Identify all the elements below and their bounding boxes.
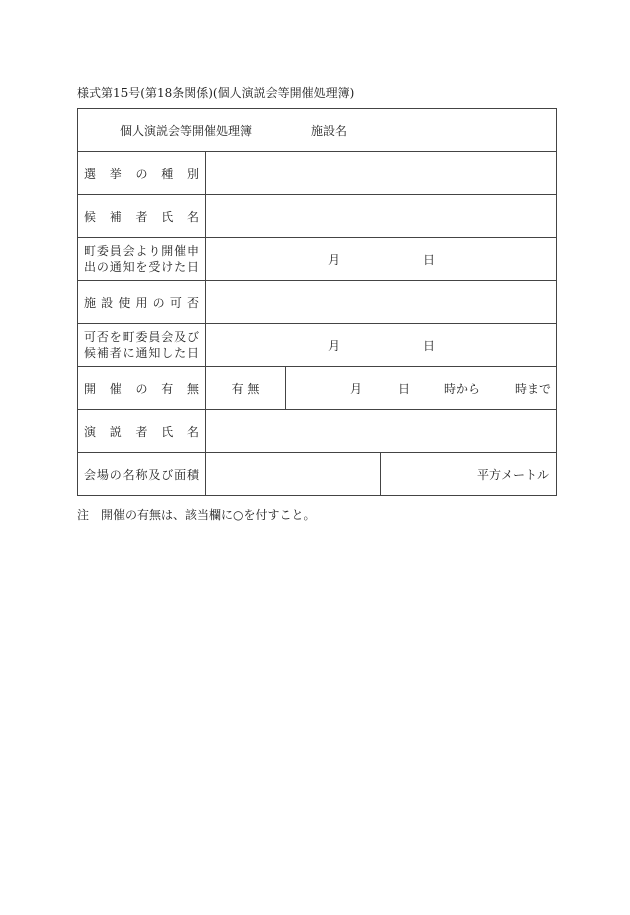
held-month-label: 月 — [350, 382, 363, 396]
area-field[interactable] — [381, 453, 557, 496]
held-label: 開 催 の 有 無 — [84, 381, 199, 396]
notified-date-row — [78, 238, 557, 281]
facility-name-label: 施設名 — [311, 124, 348, 138]
held-day-label: 日 — [398, 382, 411, 396]
header-row — [78, 109, 557, 152]
candidate-name-label: 候 補 者 氏 名 — [84, 209, 199, 224]
candidate-label-cell — [78, 195, 206, 238]
month-label: 月 — [328, 253, 341, 267]
speaker-row — [78, 410, 557, 453]
form-title: 様式第15号(第18条関係)(個人演説会等開催処理簿) — [77, 86, 355, 100]
held-label-cell — [78, 367, 206, 410]
candidate-name-field[interactable] — [206, 195, 557, 238]
speaker-label-cell — [78, 410, 206, 453]
permission-row — [78, 281, 557, 324]
election-type-field[interactable] — [206, 152, 557, 195]
speaker-name-field[interactable] — [206, 410, 557, 453]
notified-label-line1: 町委員会より開催申 — [84, 244, 199, 258]
permission-label-cell — [78, 281, 206, 324]
end-time-label: 時まで — [515, 382, 552, 396]
venue-row — [78, 453, 557, 496]
candidate-row — [78, 195, 557, 238]
footnote: 注 開催の有無は、該当欄に○を付すこと。 — [77, 508, 316, 522]
notified-label-line2: 出の通知を受けた日 — [84, 260, 199, 274]
permission-label: 施設使用の可否 — [84, 295, 199, 310]
venue-name-field[interactable] — [206, 453, 381, 496]
day-label: 日 — [423, 253, 436, 267]
election-type-label-cell — [78, 152, 206, 195]
election-type-row — [78, 152, 557, 195]
notified-date-field[interactable] — [206, 238, 557, 281]
reported-label-line1: 可否を町委員会及び — [84, 330, 199, 344]
reported-label-cell — [78, 324, 206, 367]
speaker-name-label: 演 説 者 氏 名 — [84, 424, 199, 439]
yes-no-field[interactable] — [206, 367, 286, 410]
notified-label-cell — [78, 238, 206, 281]
yes-no-label: 有 無 — [231, 381, 260, 396]
reported-label-line2: 候補者に通知した日 — [84, 346, 199, 360]
permission-field[interactable] — [206, 281, 557, 324]
held-datetime-field[interactable] — [286, 367, 557, 410]
header-cell — [78, 109, 557, 152]
reported-date-field[interactable] — [206, 324, 557, 367]
start-time-label: 時から — [444, 382, 481, 396]
held-row — [78, 367, 557, 410]
venue-area-label: 会場の名称及び面積 — [84, 467, 199, 482]
area-unit-label: 平方メートル — [476, 467, 549, 482]
register-name: 個人演説会等開催処理簿 — [120, 124, 253, 138]
day-label: 日 — [423, 339, 436, 353]
month-label: 月 — [328, 339, 341, 353]
processing-register-table — [77, 108, 557, 496]
reported-date-row — [78, 324, 557, 367]
venue-label-cell — [78, 453, 206, 496]
election-type-label: 選 挙 の 種 別 — [84, 166, 199, 181]
